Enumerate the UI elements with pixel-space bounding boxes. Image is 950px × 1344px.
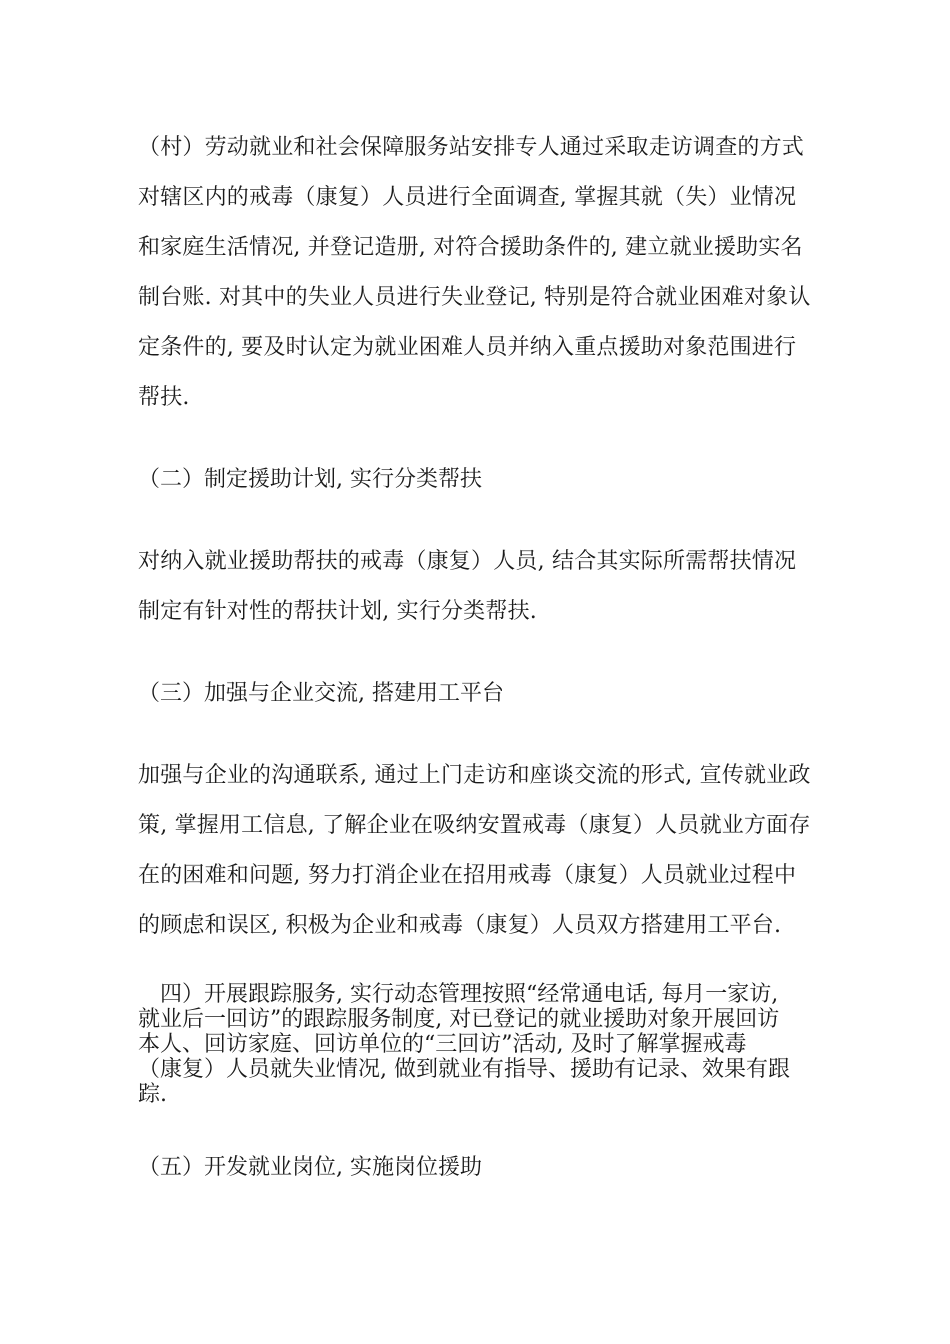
paragraph-1-line-2: 对辖区内的戒毒（康复）人员进行全面调查, 掌握其就（失）业情况 <box>138 185 797 210</box>
section-heading-3: （三）加强与企业交流, 搭建用工平台 <box>138 681 504 706</box>
paragraph-1-line-4: 制台账. 对其中的失业人员进行失业登记, 特别是符合就业困难对象认 <box>138 285 811 310</box>
paragraph-2-line-2: 制定有针对性的帮扶计划, 实行分类帮扶. <box>138 599 537 624</box>
paragraph-1-line-6: 帮扶. <box>138 385 190 410</box>
paragraph-1-line-1: （村）劳动就业和社会保障服务站安排专人通过采取走访调查的方式 <box>138 135 805 160</box>
paragraph-4-line-4: （康复）人员就失业情况, 做到就业有指导、援助有记录、效果有跟 <box>138 1057 790 1082</box>
paragraph-4-line-1: 四）开展跟踪服务, 实行动态管理按照“经常通电话, 每月一家访, <box>138 982 779 1007</box>
paragraph-4-line-2: 就业后一回访”的跟踪服务制度, 对已登记的就业援助对象开展回访 <box>138 1007 780 1032</box>
paragraph-3-line-4: 的顾虑和误区, 积极为企业和戒毒（康复）人员双方搭建用工平台. <box>138 913 782 938</box>
paragraph-3-line-2: 策, 掌握用工信息, 了解企业在吸纳安置戒毒（康复）人员就业方面存 <box>138 813 811 838</box>
section-heading-5: （五）开发就业岗位, 实施岗位援助 <box>138 1155 482 1180</box>
paragraph-4-line-5: 踪. <box>138 1082 167 1107</box>
paragraph-3-line-3: 在的困难和问题, 努力打消企业在招用戒毒（康复）人员就业过程中 <box>138 863 797 888</box>
paragraph-2-line-1: 对纳入就业援助帮扶的戒毒（康复）人员, 结合其实际所需帮扶情况 <box>138 549 797 574</box>
paragraph-3-line-1: 加强与企业的沟通联系, 通过上门走访和座谈交流的形式, 宣传就业政 <box>138 763 811 788</box>
paragraph-1-line-3: 和家庭生活情况, 并登记造册, 对符合援助条件的, 建立就业援助实名 <box>138 235 803 260</box>
section-heading-2: （二）制定援助计划, 实行分类帮扶 <box>138 467 482 492</box>
paragraph-4-line-3: 本人、回访家庭、回访单位的“三回访”活动, 及时了解掌握戒毒 <box>138 1032 747 1057</box>
paragraph-1-line-5: 定条件的, 要及时认定为就业困难人员并纳入重点援助对象范围进行 <box>138 335 797 360</box>
